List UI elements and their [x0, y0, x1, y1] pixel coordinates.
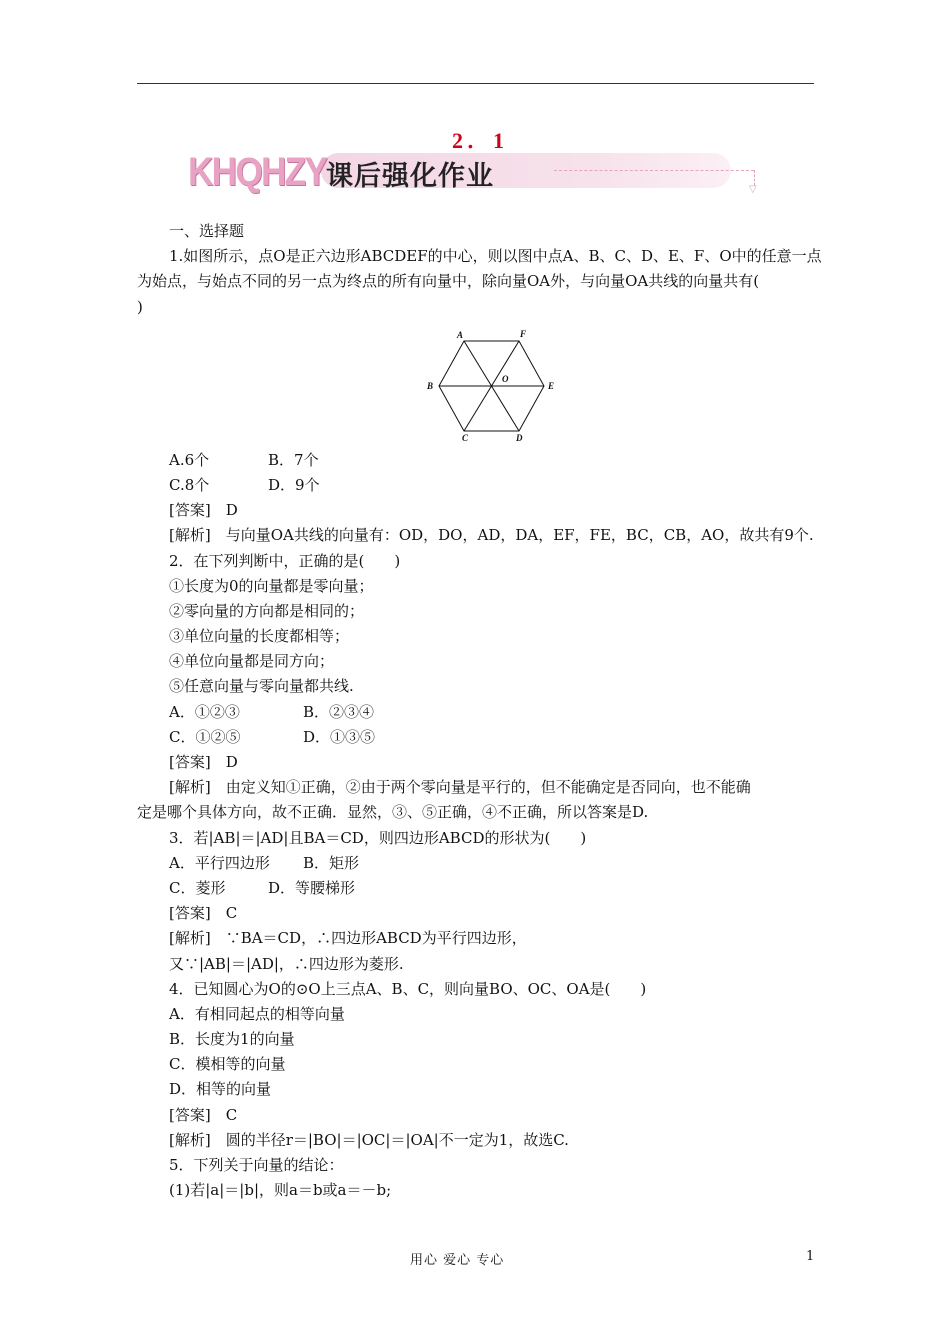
label-a: A [457, 330, 464, 340]
answer-options-row [137, 851, 817, 876]
banner-dashed-line [554, 170, 754, 171]
page-number: 1 [806, 1249, 815, 1264]
text-line: [解析] 圆的半径r＝|BO|＝|OC|＝|OA|不一定为1，故选C. [169, 1130, 569, 1149]
label-e: E [548, 381, 555, 391]
section-heading: 一、选择题 [169, 222, 245, 240]
text-line: [答案] C [169, 904, 238, 923]
text-line: B．长度为1的向量 [169, 1030, 295, 1049]
section-number: 2．1 [452, 128, 509, 153]
option-right: D．9个 [268, 475, 320, 494]
homework-banner [186, 150, 766, 194]
text-line: 又∵|AB|＝|AD|，∴四边形为菱形. [169, 954, 404, 973]
option-left: C．菱形 [169, 878, 226, 897]
question-1-line-2: 为始点，与始点不同的另一点为终点的所有向量中，除向量OA外，与向量OA共线的向量共有( [137, 272, 760, 291]
text-line: ③单位向量的长度都相等； [169, 627, 350, 646]
answer-options-row [137, 725, 817, 750]
text-line: [答案] D [169, 501, 238, 520]
text-line: 2．在下列判断中，正确的是( ) [169, 551, 401, 570]
option-left: A．平行四边形 [169, 853, 270, 872]
text-line: D．相等的向量 [169, 1080, 272, 1099]
answer-options-row [137, 448, 817, 473]
option-left: C.8个 [169, 475, 210, 494]
question-1-line-3: ) [137, 297, 143, 316]
text-line: [解析] ∵BA＝CD，∴四边形ABCD为平行四边形， [169, 929, 527, 948]
hexagon-figure [424, 327, 560, 447]
option-left: A.6个 [169, 450, 210, 469]
text-line: ④单位向量都是同方向； [169, 652, 335, 671]
text-line: 定是哪个具体方向，故不正确．显然，③、⑤正确，④不正确，所以答案是D. [137, 803, 649, 822]
text-line: 5．下列关于向量的结论： [169, 1156, 344, 1174]
text-line: 4．已知圆心为O的⊙O上三点A、B、C，则向量BO、OC、OA是( ) [169, 979, 647, 998]
questions-list [137, 448, 817, 1204]
text-line: [答案] C [169, 1105, 238, 1124]
text-line: ①长度为0的向量都是零向量； [169, 576, 374, 595]
footer-motto: 用心 爱心 专心 [410, 1253, 505, 1268]
label-f: F [520, 329, 527, 339]
option-left: C．①②⑤ [169, 727, 241, 746]
label-c: C [462, 433, 469, 443]
option-right: D．等腰梯形 [268, 878, 356, 897]
text-line: ⑤任意向量与零向量都共线. [169, 677, 354, 696]
question-1-line-1: 1.如图所示，点O是正六边形ABCDEF的中心，则以图中点A、B、C、D、E、F、O中的任意一点 [169, 247, 822, 266]
banner-arrow-icon: ▽ [749, 184, 757, 195]
text-line: [解析] 由定义知①正确，②由于两个零向量是平行的，但不能确定是否同向，也不能确 [169, 778, 751, 797]
answer-options-row [137, 473, 817, 498]
header-rule [137, 83, 814, 84]
banner-code: KHQHZY [188, 150, 327, 194]
answer-options-row [137, 700, 817, 725]
text-line: (1)若|a|＝|b|，则a＝b或a＝－b; [169, 1181, 392, 1200]
text-line: 3．若|AB|＝|AD|且BA＝CD，则四边形ABCD的形状为( ) [169, 828, 587, 847]
option-right: D．①③⑤ [303, 727, 376, 746]
option-right: B．矩形 [303, 853, 360, 872]
option-right: B．②③④ [303, 702, 375, 721]
banner-title: 课后强化作业 [326, 161, 494, 192]
text-line: C．模相等的向量 [169, 1055, 286, 1074]
text-line: [答案] D [169, 753, 238, 771]
text-line: [解析] 与向量OA共线的向量有：OD，DO，AD，DA，EF，FE，BC，CB，AO，故共有9个. [169, 526, 814, 545]
answer-options-row [137, 876, 817, 901]
label-b: B [427, 381, 434, 391]
option-left: A．①②③ [169, 702, 240, 721]
text-line: ②零向量的方向都是相同的； [169, 601, 365, 620]
label-o: O [502, 374, 509, 384]
label-d: D [516, 433, 523, 443]
option-right: B．7个 [268, 450, 319, 469]
text-line: A．有相同起点的相等向量 [169, 1004, 345, 1023]
